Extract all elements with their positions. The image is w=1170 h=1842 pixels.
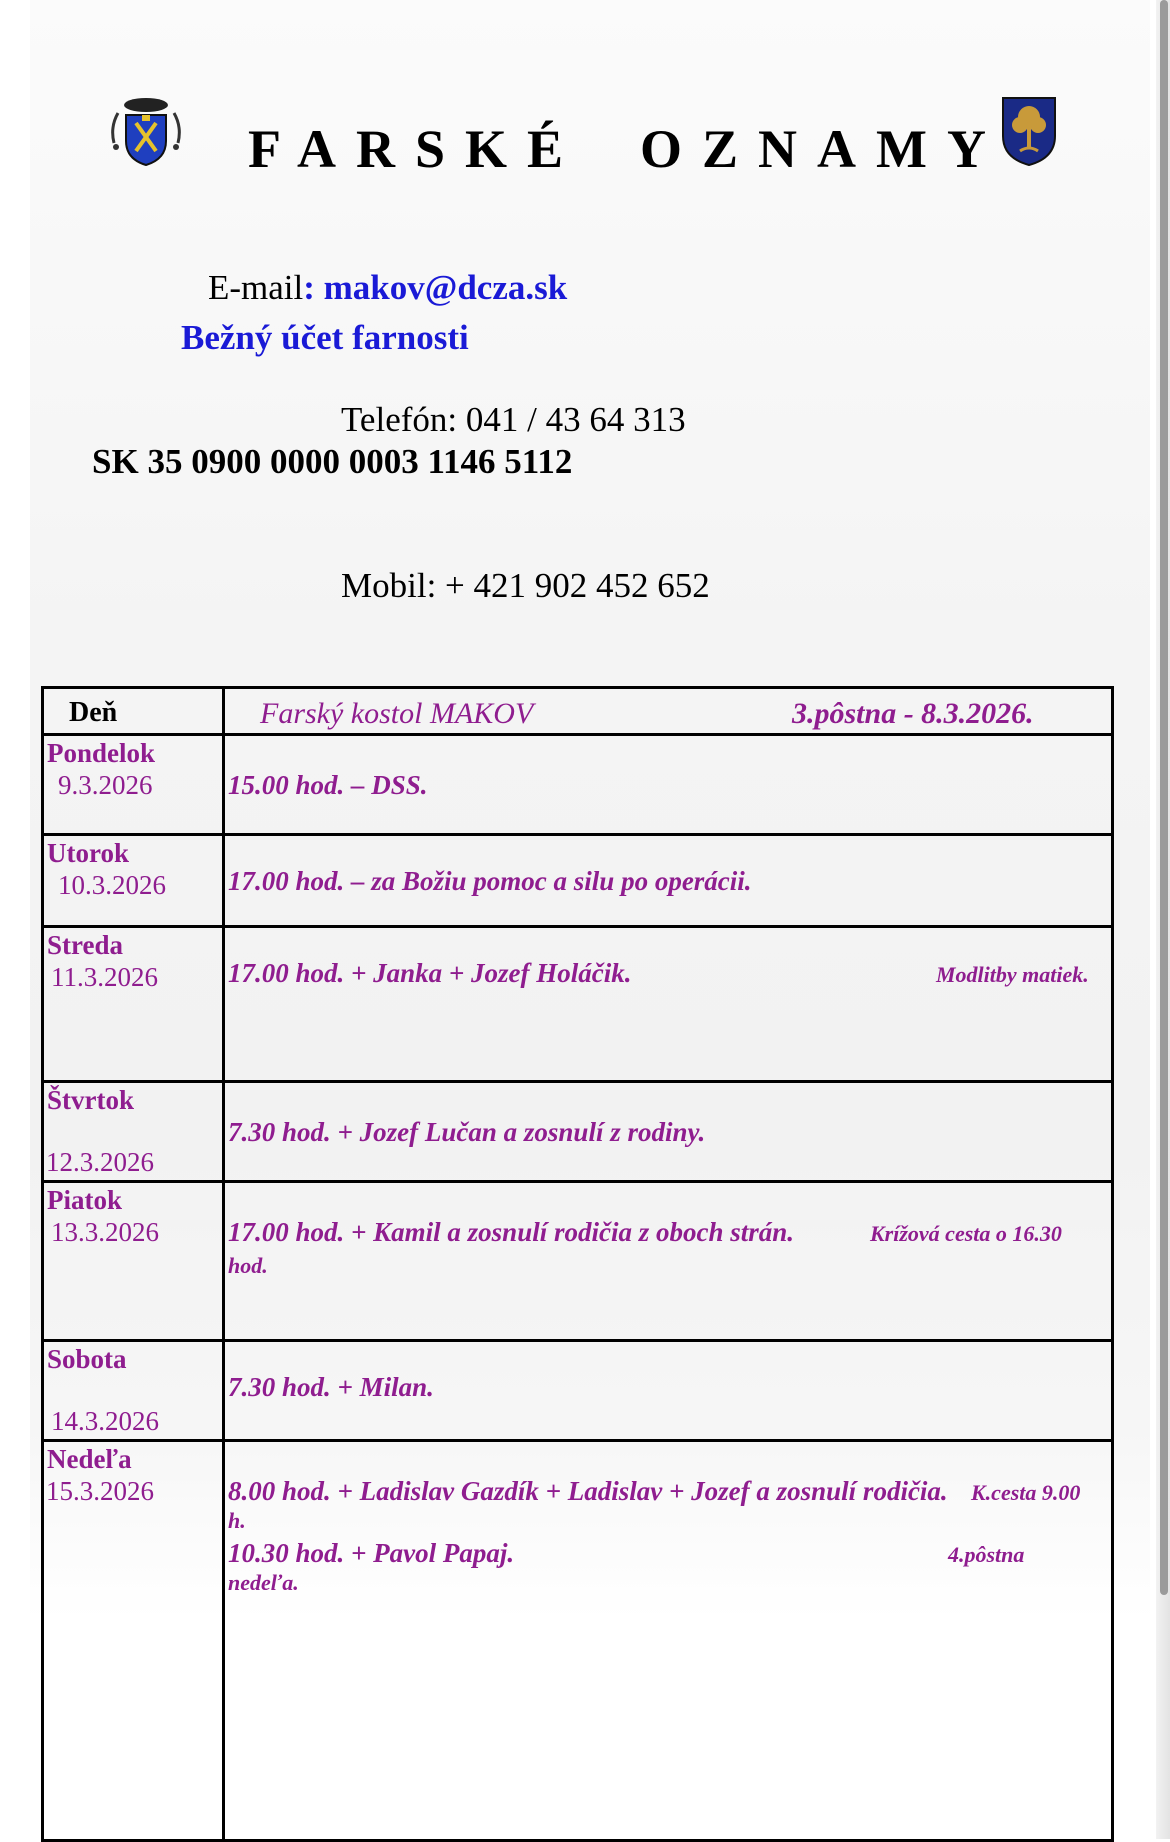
day-date: 9.3.2026 <box>58 770 153 800</box>
mass-note: K.cesta 9.00 <box>971 1480 1081 1505</box>
phone-number: Telefón: 041 / 43 64 313 <box>341 400 686 439</box>
header-week: 3.pôstna - 8.3.2026. <box>792 697 1034 730</box>
day-date: 12.3.2026 <box>46 1147 154 1177</box>
email-link[interactable]: : makov@dcza.sk <box>303 268 568 307</box>
mass-intention: 8.00 hod. + Ladislav Gazdík + Ladislav + Jozef a zosnulí rodičia. <box>228 1476 948 1506</box>
mass-intention: 7.30 hod. + Milan. <box>228 1372 434 1402</box>
table-row <box>43 1182 1113 1341</box>
day-date: 15.3.2026 <box>46 1476 154 1506</box>
iban-number: SK 35 0900 0000 0003 1146 5112 <box>92 442 573 481</box>
table-header-row <box>43 688 1113 735</box>
mass-intention: 7.30 hod. + Jozef Lučan a zosnulí z rodiny. <box>228 1117 706 1147</box>
email-label: E-mail <box>208 268 304 307</box>
day-date: 14.3.2026 <box>51 1406 159 1436</box>
table-row <box>43 1082 1113 1182</box>
day-date: 13.3.2026 <box>51 1217 159 1247</box>
mass-intention-second: 10.30 hod. + Pavol Papaj. <box>228 1538 515 1568</box>
title-word-oznamy: OZNAMY <box>640 119 1006 179</box>
table-row <box>43 735 1113 835</box>
mass-note: Modlitby matiek. <box>936 962 1089 987</box>
day-date: 11.3.2026 <box>51 962 158 992</box>
table-row <box>43 1341 1113 1441</box>
email-line <box>208 268 567 308</box>
title-word-farske: FARSKÉ <box>248 119 584 179</box>
day-name: Štvrtok <box>47 1085 134 1115</box>
day-name: Streda <box>47 930 124 960</box>
sunday-note: 4.pôstna <box>948 1542 1025 1567</box>
day-name: Piatok <box>47 1185 123 1215</box>
schedule-table <box>41 686 1114 1842</box>
mass-note-continued: hod. <box>228 1253 268 1278</box>
mass-note: Krížová cesta o 16.30 <box>870 1221 1062 1246</box>
table-row <box>43 927 1113 1082</box>
table-row <box>43 1441 1113 1841</box>
village-coat-of-arms-tree-icon <box>1000 95 1058 167</box>
bishop-coat-of-arms-icon <box>108 95 184 167</box>
header-day: Deň <box>69 697 118 728</box>
mobile-number: Mobil: + 421 902 452 652 <box>341 566 710 605</box>
sunday-note-continued: nedeľa. <box>228 1570 299 1595</box>
mass-intention: 17.00 hod. + Janka + Jozef Holáčik. <box>228 958 632 988</box>
day-name: Pondelok <box>47 738 156 768</box>
mass-intention: 17.00 hod. + Kamil a zosnulí rodičia z oboch strán. <box>228 1217 794 1247</box>
mass-intention: 17.00 hod. – za Božiu pomoc a silu po operácii. <box>228 866 752 896</box>
mass-note-continued: h. <box>228 1508 246 1533</box>
day-name: Sobota <box>47 1344 127 1374</box>
header-church: Farský kostol MAKOV <box>260 697 534 730</box>
day-name: Utorok <box>47 838 130 868</box>
day-name: Nedeľa <box>47 1444 132 1474</box>
day-date: 10.3.2026 <box>58 870 166 900</box>
scrollbar[interactable] <box>1160 0 1168 1595</box>
account-label: Bežný účet farnosti <box>181 318 469 357</box>
mass-intention: 15.00 hod. – DSS. <box>228 770 428 800</box>
table-row <box>43 835 1113 927</box>
